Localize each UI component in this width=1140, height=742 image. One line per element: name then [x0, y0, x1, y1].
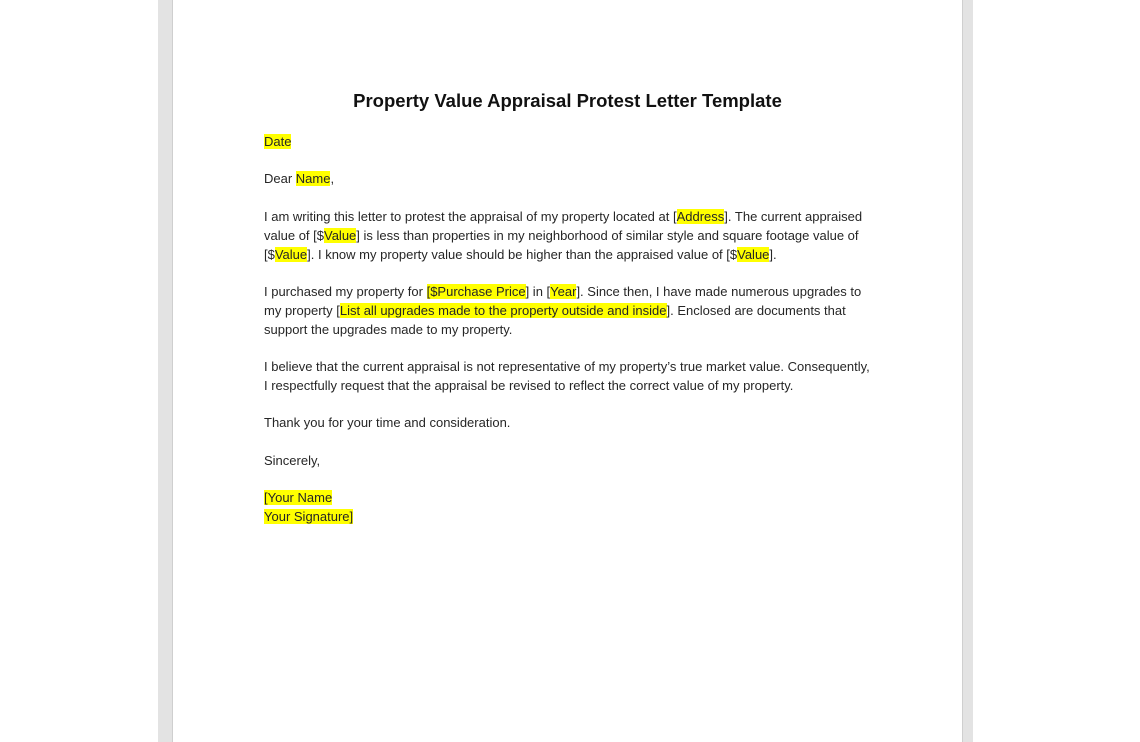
recipient-name-placeholder: Name: [295, 171, 331, 187]
date-line: [264, 133, 874, 152]
value-placeholder: Value: [274, 246, 308, 262]
paragraph-text: ]. Enclosed are documents that support the upgrades made to my property.: [264, 302, 846, 337]
paragraph-appraisal: [264, 208, 874, 264]
paragraph-thanks: Thank you for your time and consideration.: [264, 415, 511, 431]
paragraph-text: ]. Since then, I have made numerous upgrades to my property [: [264, 284, 862, 318]
upgrades-placeholder: List all upgrades made to the property outside and inside: [339, 302, 667, 318]
page-left-gutter: [158, 0, 173, 742]
value-placeholder: Value: [324, 227, 357, 243]
year-placeholder: Year: [550, 284, 577, 300]
paragraph-text: ]. The current appraised value of [$: [264, 208, 863, 243]
salutation-prefix: Dear: [264, 171, 296, 187]
address-placeholder: Address: [676, 208, 725, 224]
value-placeholder: Value: [737, 246, 770, 262]
paragraph-text: ] is less than properties in my neighborhood of similar style and square footage value of [$: [264, 227, 859, 262]
paragraph-text: ].: [769, 246, 777, 262]
paragraph-text: I purchased my property for: [264, 284, 427, 300]
letter-body[interactable]: [264, 133, 874, 546]
paragraph-request: I believe that the current appraisal is not representative of my property’s true market value. Consequently, I respectfully request that the appraisal be revised to reflect the correct value of my property.: [264, 359, 870, 393]
page-right-gutter: [962, 0, 973, 742]
salutation: [264, 170, 874, 189]
document-title: Property Value Appraisal Protest Letter Template: [353, 90, 782, 111]
salutation-suffix: ,: [330, 171, 335, 187]
date-placeholder: Date: [264, 134, 292, 149]
purchase-price-placeholder: [$Purchase Price: [426, 284, 526, 300]
your-signature-placeholder: Your Signature]: [264, 509, 354, 525]
paragraph-text: ]. I know my property value should be higher than the appraised value of [$: [307, 246, 738, 262]
paragraph-text: I am writing this letter to protest the appraisal of my property located at [: [264, 208, 677, 224]
signature-block: [264, 489, 874, 527]
paragraph-text: ] in [: [525, 284, 551, 300]
paragraph-purchase: [264, 283, 874, 339]
document-page[interactable]: [173, 0, 962, 742]
your-name-placeholder: [Your Name: [264, 490, 333, 506]
closing: Sincerely,: [264, 452, 321, 468]
workspace-background: [0, 0, 158, 742]
